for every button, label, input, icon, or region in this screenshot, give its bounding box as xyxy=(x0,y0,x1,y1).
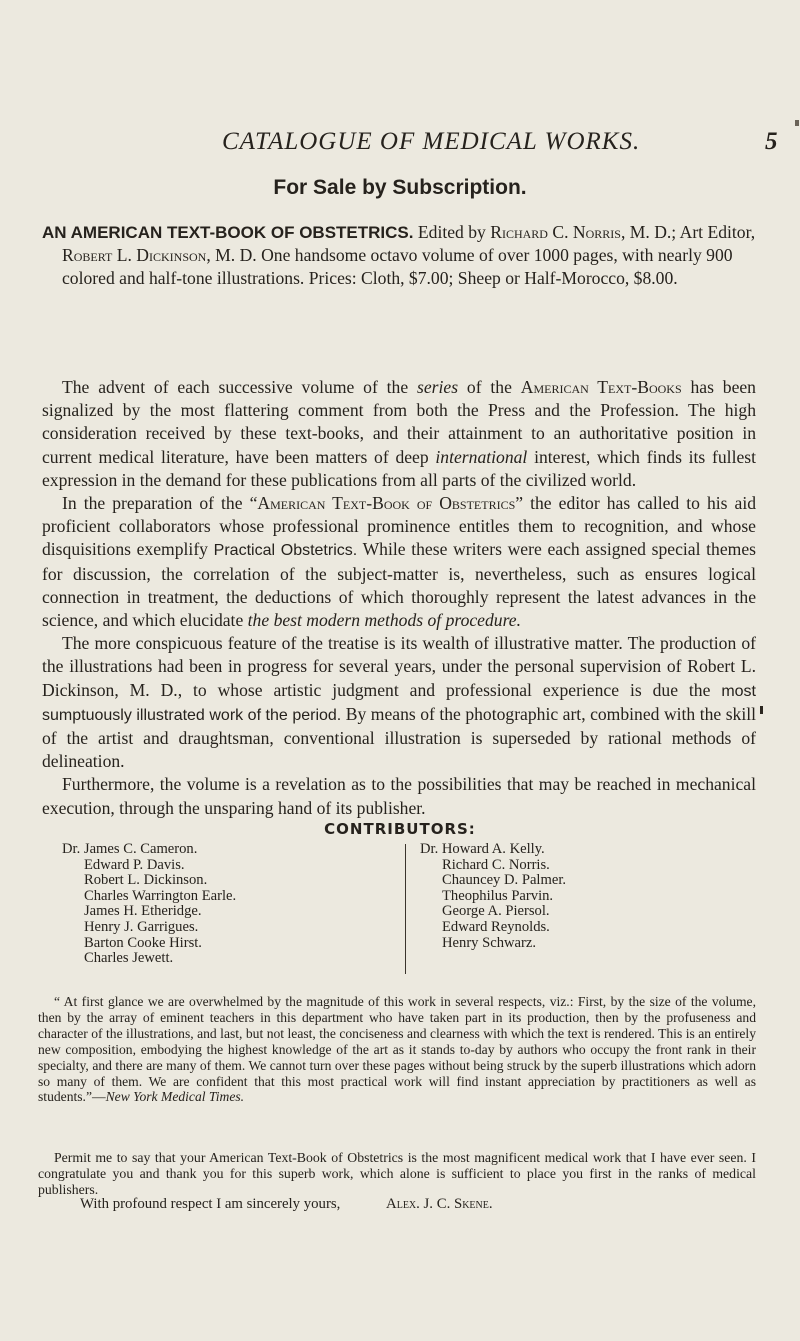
book-description: One handsome octavo volume of over 1000 pages, with nearly 900 colored and half-tone illustrations. xyxy=(62,245,733,289)
contributor: George A. Piersol. xyxy=(442,903,550,920)
art-editor-name: Robert L. Dickinson, M. D. xyxy=(62,245,257,266)
editor-name: Richard C. Norris, M. D. xyxy=(490,222,672,242)
stray-mark xyxy=(760,706,763,714)
testimonial-letter xyxy=(38,1150,756,1198)
contributor: Richard C. Norris. xyxy=(442,856,550,873)
contributor: Chauncey D. Palmer. xyxy=(442,872,567,889)
review-text: “ At first glance we are overwhelmed by the magnitude of this work in several respects, viz.: First, by the size of the volume, then by the array of eminent teachers in this department who have taken part in its production, then by the profuseness and character of the illustrations, and last, but not least, the conciseness and clearness with which the text is rendered. This is an entirely new composition, embodying the highest knowledge of the art as it stands to-day by authors who occupy the front rank in their specialty, and there are many of them. We cannot turn over these pages without being struck by the superb illustrations which adorn so many of them. We are confident that this most practical work will find instant appreciation by practitioners as well as students.”—New York Medical Times. xyxy=(38,994,756,1105)
book-title: AN AMERICAN TEXT-BOOK OF OBSTETRICS. xyxy=(42,223,414,242)
page-number: 5 xyxy=(765,128,778,155)
paragraph-4: Furthermore, the volume is a revelation as to the possibilities that may be reached in mechanical execution, through the unsparing hand of its publisher. xyxy=(42,774,756,818)
contributor: Edward Reynolds. xyxy=(442,918,550,935)
contributor: Theophilus Parvin. xyxy=(442,887,554,904)
contributor: Barton Cooke Hirst. xyxy=(84,934,202,951)
letter-text: Permit me to say that your American Text-Book of Obstetrics is the most magnificent medical work that I have ever seen. I congratulate you and thank you for this superb work, which alone is sufficient to place you first in the ranks of medical publishers. xyxy=(38,1150,756,1197)
contributor: Dr. James C. Cameron. xyxy=(62,841,198,857)
book-entry xyxy=(42,221,756,291)
contributor: Dr. Howard A. Kelly. xyxy=(420,841,545,857)
contributors-right-column xyxy=(420,842,566,951)
book-entry-header xyxy=(42,221,756,291)
contributors-left-column xyxy=(62,842,236,967)
contributor: Henry Schwarz. xyxy=(442,934,537,951)
review-source: New York Medical Times. xyxy=(105,1089,245,1105)
letter-closing: With profound respect I am sincerely yours, xyxy=(80,1196,341,1212)
section-heading: For Sale by Subscription. xyxy=(273,176,527,199)
art-editor-label: ; Art Editor, xyxy=(671,222,756,242)
contributor: Charles Jewett. xyxy=(84,950,174,967)
press-review xyxy=(38,994,756,1105)
book-description-text xyxy=(42,376,756,820)
book-prices: Prices: Cloth, $7.00; Sheep or Half-Morocco, $8.00. xyxy=(308,268,678,289)
contributor: Charles Warrington Earle. xyxy=(84,887,237,904)
page-edge-mark xyxy=(795,120,799,126)
running-head-title: CATALOGUE OF MEDICAL WORKS. xyxy=(222,128,641,155)
column-divider xyxy=(405,844,406,974)
paragraph-1: The advent of each successive volume of the series of the American Text-Books has been signalized by the most flattering comment from both the Press and the Profession. The high consideration received by these text-books, and their attainment to an authoritative position in current medical literature, have been matters of deep international interest, which finds its fullest expression in the demand for these publications from all parts of the civilized world. xyxy=(42,377,756,490)
paragraph-3: The more conspicuous feature of the treatise is its wealth of illustrative matter. The production of the illustrations had been in progress for several years, under the personal supervision of Robert L. Dickinson, M. D., to whose artistic judgment and professional experience is due the most sumptuously illustrated work of the period. By means of the photographic art, combined with the skill of the artist and draughtsman, conventional illustration is superseded by rational methods of delineation. xyxy=(42,633,756,772)
letter-signature: Alex. J. C. Skene. xyxy=(386,1196,493,1212)
contributor: Edward P. Davis. xyxy=(84,856,185,873)
contributors-heading: CONTRIBUTORS: xyxy=(324,820,476,838)
letter-signoff xyxy=(80,1196,493,1213)
paragraph-2: In the preparation of the “American Text-Book of Obstetrics” the editor has called to his aid proficient collaborators whose professional prominence entitles them to recognition, and whose disquisitions exemplify Practical Obstetrics. While these writers were each assigned special themes for discussion, the correlation of the subject-matter is, nevertheless, such as ensures logical connection in treatment, the deductions of which thoroughly represent the latest advances in the science, and which elucidate the best modern methods of procedure. xyxy=(42,493,757,631)
contributor: Robert L. Dickinson. xyxy=(84,872,208,889)
running-head xyxy=(0,128,800,158)
contributor: James H. Etheridge. xyxy=(84,903,202,920)
contributor: Henry J. Garrigues. xyxy=(84,918,199,935)
edited-by-label: Edited by xyxy=(417,222,486,242)
